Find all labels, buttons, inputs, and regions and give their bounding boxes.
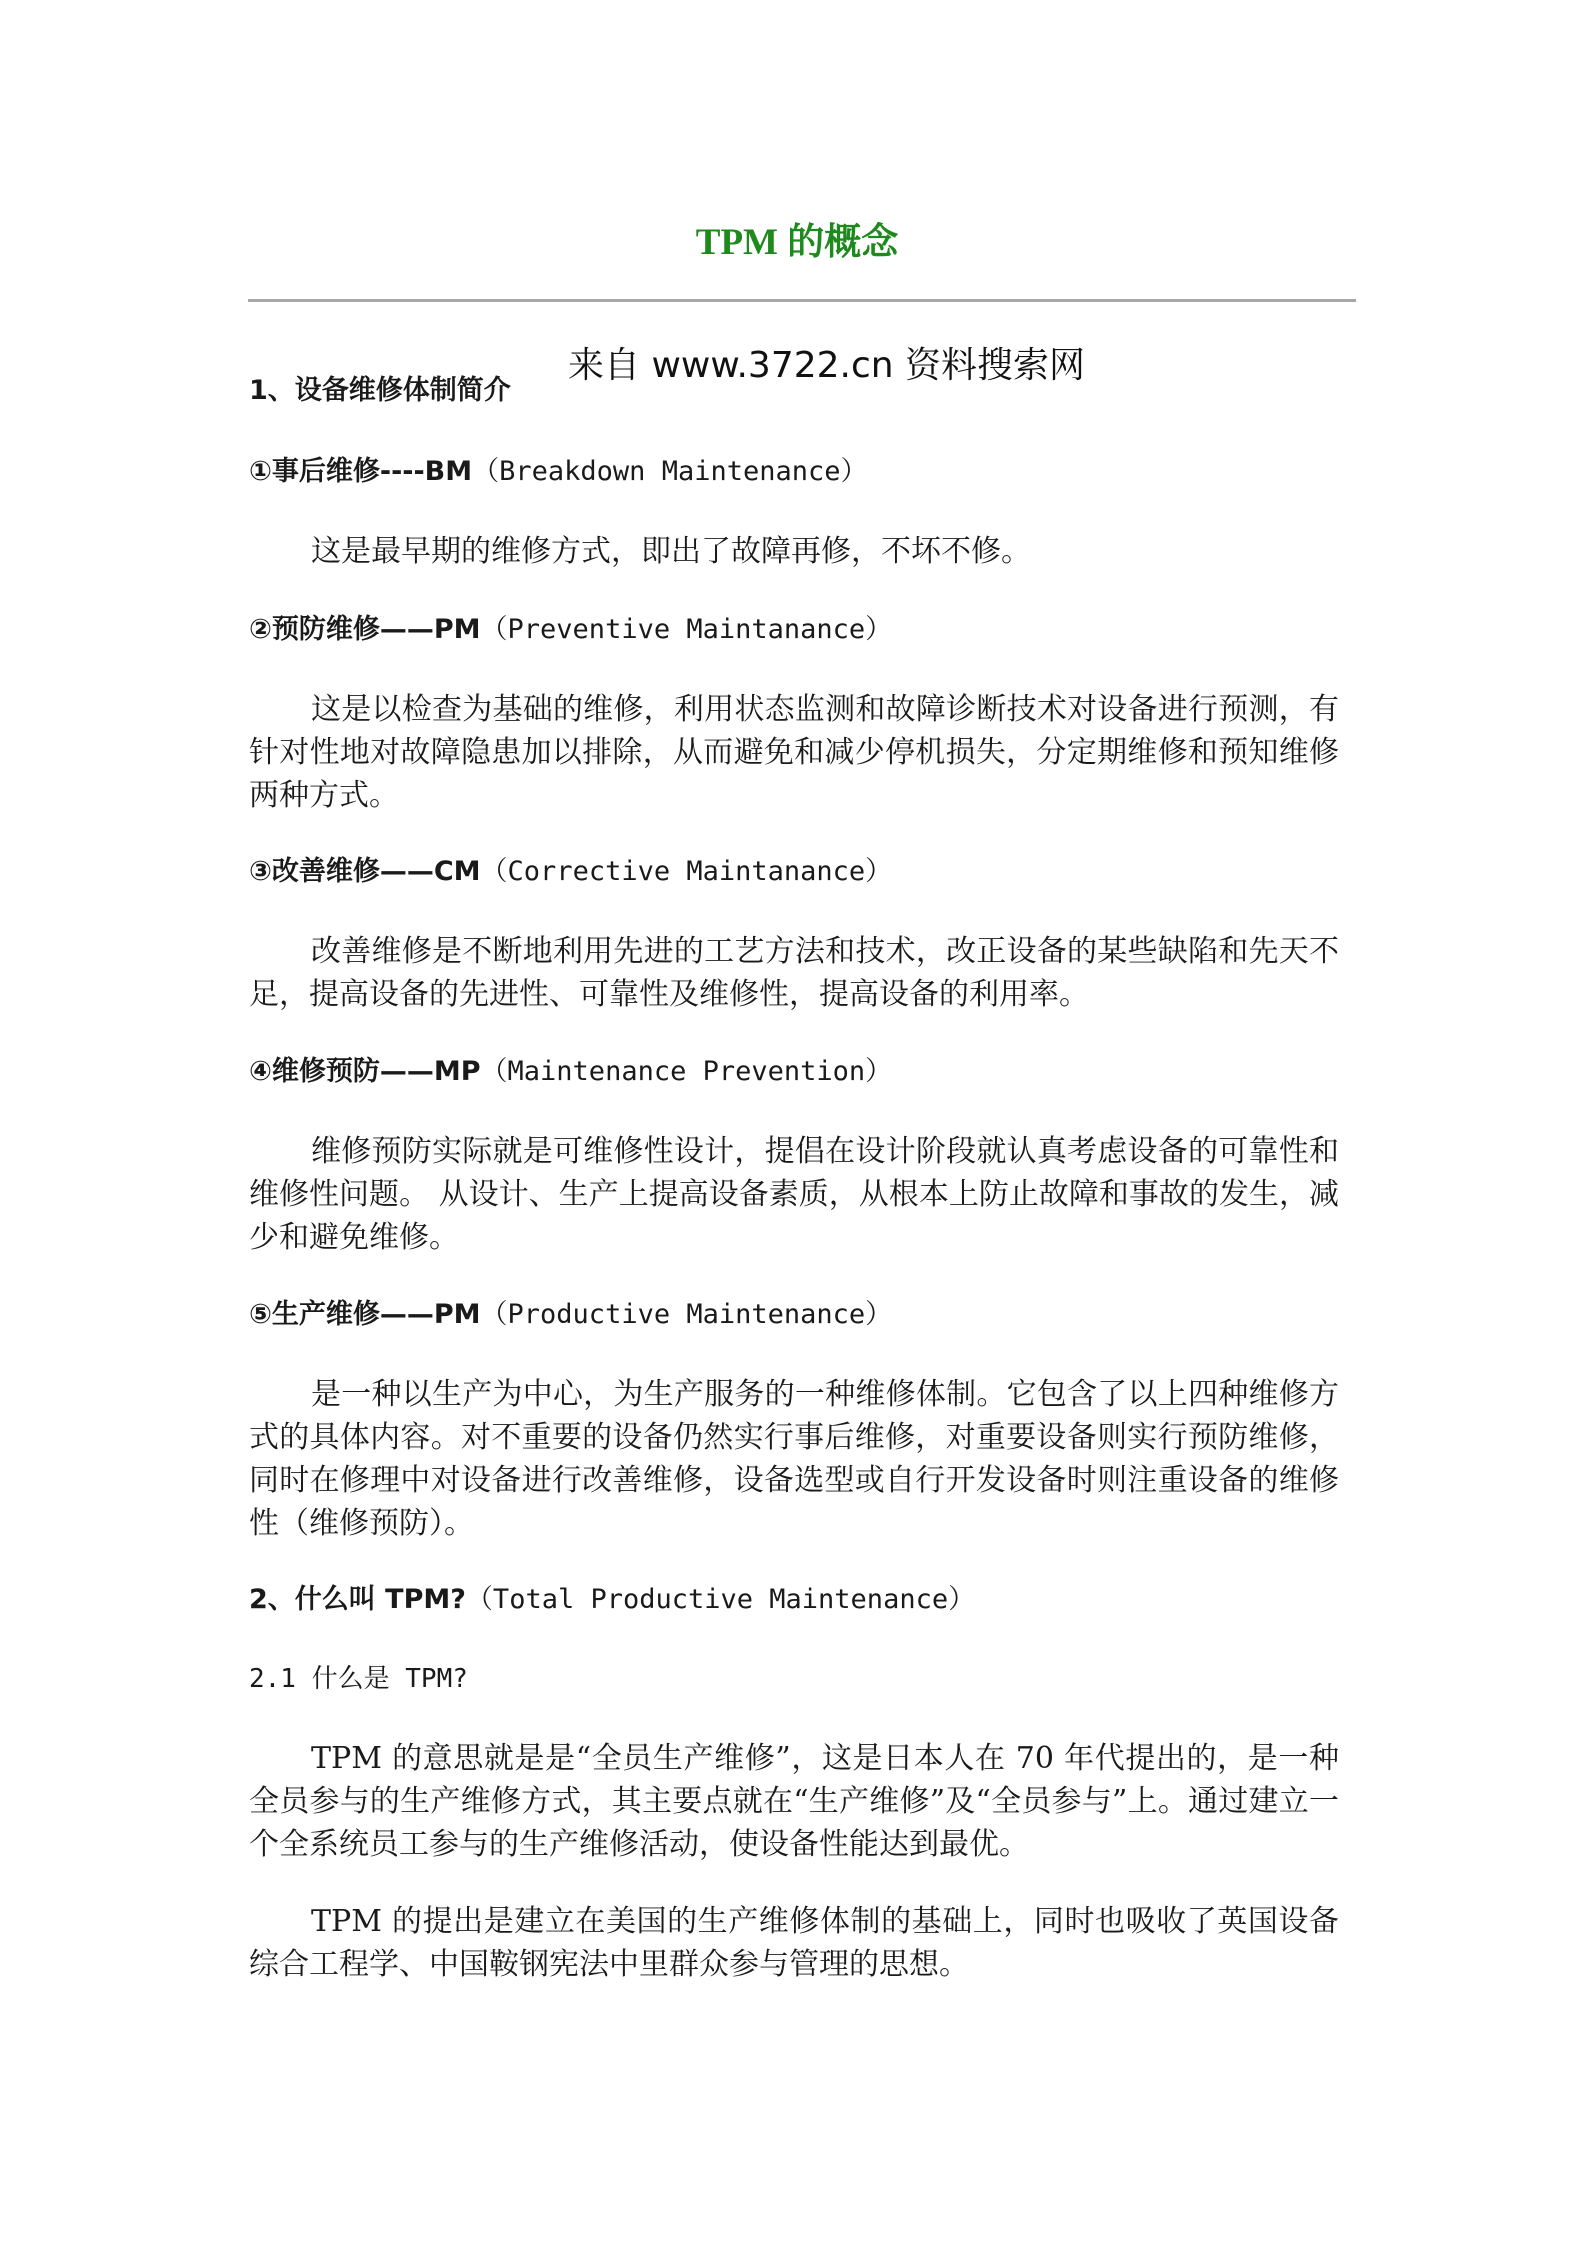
mp-heading-cn: ④维修预防——MP bbox=[249, 1056, 481, 1087]
section2-heading-en: （Total Productive Maintenance） bbox=[465, 1584, 976, 1615]
cm-heading-cn: ③改善维修——CM bbox=[249, 856, 481, 887]
pm-heading-en: （Preventive Maintanance） bbox=[480, 614, 893, 645]
productive-paragraph: 是一种以生产为中心，为生产服务的一种维修体制。它包含了以上四种维修方式的具体内容。对不重要的设备仍然实行事后维修，对重要设备则实行预防维修，同时在修理中对设备进行改善维修，设备选型或自行开发设备时则注重设备的维修性（维修预防）。 bbox=[249, 1377, 1339, 1541]
title-divider bbox=[248, 299, 1356, 302]
mp-paragraph: 维修预防实际就是可维修性设计，提倡在设计阶段就认真考虑设备的可靠性和维修性问题。 从设计、生产上提高设备素质，从根本上防止故障和事故的发生，减少和避免维修。 bbox=[249, 1134, 1339, 1255]
document-title: TPM 的概念 bbox=[695, 222, 899, 263]
cm-paragraph: 改善维修是不断地利用先进的工艺方法和技术，改正设备的某些缺陷和先天不足，提高设备的先进性、可靠性及维修性，提高设备的利用率。 bbox=[249, 934, 1339, 1012]
productive-heading-cn: ⑤生产维修——PM bbox=[249, 1299, 481, 1330]
section2-heading-cn: 2、什么叫 TPM? bbox=[249, 1584, 466, 1615]
pm-paragraph: 这是以检查为基础的维修，利用状态监测和故障诊断技术对设备进行预测，有针对性地对故障隐患加以排除，从而避免和减少停机损失，分定期维修和预知维修两种方式。 bbox=[249, 692, 1339, 813]
watermark-text: 来自 www.3722.cn 资料搜索网 bbox=[568, 345, 1086, 386]
pm-heading-cn: ②预防维修——PM bbox=[249, 614, 481, 645]
productive-heading bbox=[249, 1295, 1339, 1335]
bm-heading-en: （Breakdown Maintenance） bbox=[472, 456, 868, 487]
cm-heading-en: （Corrective Maintanance） bbox=[480, 856, 893, 887]
mp-heading bbox=[249, 1052, 1339, 1092]
bm-heading bbox=[249, 452, 1339, 492]
pm-heading bbox=[249, 610, 1339, 650]
subsection-2-1: 2.1 什么是 TPM? bbox=[249, 1664, 468, 1694]
section1-heading: 1、设备维修体制简介 bbox=[249, 375, 511, 406]
cm-heading bbox=[249, 852, 1339, 892]
tpm-paragraph-1: TPM 的意思就是是“全员生产维修”，这是日本人在 70 年代提出的，是一种全员参与的生产维修方式，其主要点就在“生产维修”及“全员参与”上。通过建立一个全系统员工参与的生产维修活动，使设备性能达到最优。 bbox=[249, 1741, 1339, 1862]
productive-heading-en: （Productive Maintenance） bbox=[480, 1299, 893, 1330]
tpm-paragraph-2: TPM 的提出是建立在美国的生产维修体制的基础上，同时也吸收了英国设备综合工程学、中国鞍钢宪法中里群众参与管理的思想。 bbox=[249, 1904, 1339, 1982]
mp-heading-en: （Maintenance Prevention） bbox=[480, 1056, 893, 1087]
bm-paragraph: 这是最早期的维修方式，即出了故障再修，不坏不修。 bbox=[311, 534, 1031, 569]
bm-heading-cn: ①事后维修----BM bbox=[249, 456, 473, 487]
section2-heading bbox=[249, 1580, 1339, 1620]
